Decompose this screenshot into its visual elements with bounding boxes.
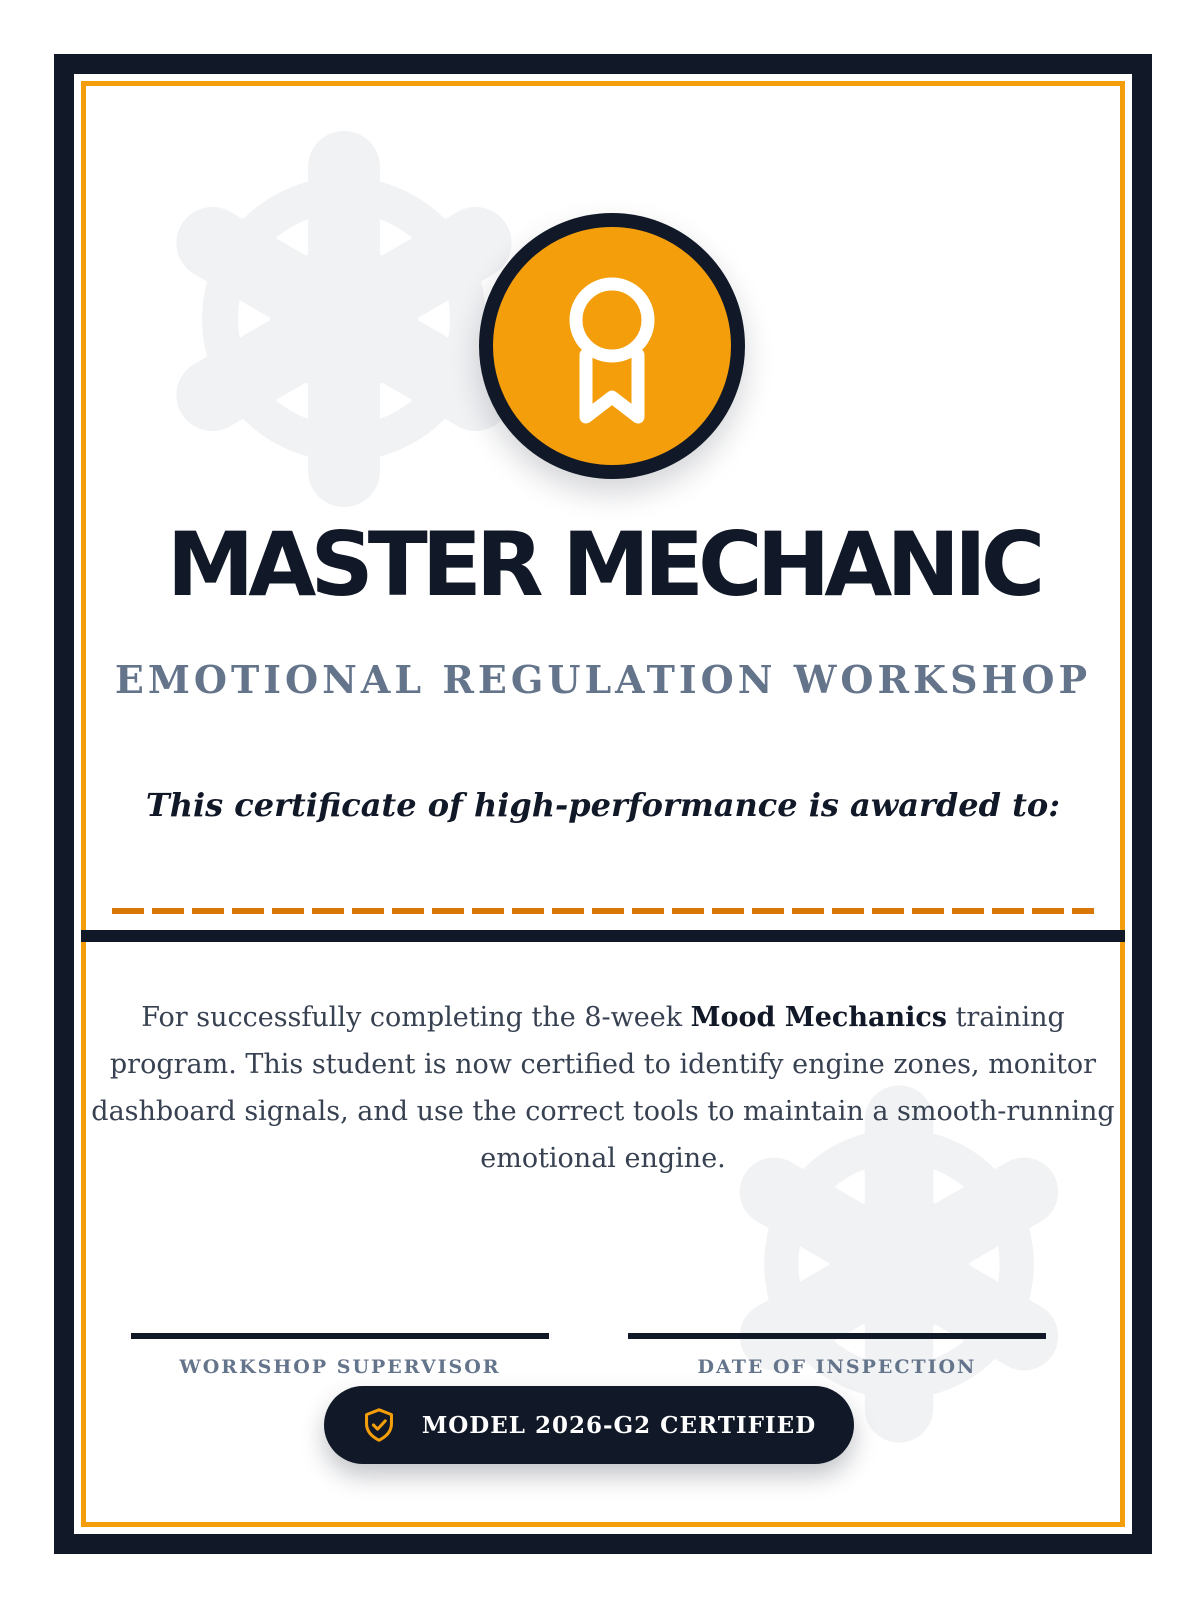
awarded-to-text: This certificate of high-performance is awarded to: xyxy=(145,786,1061,824)
certificate-description xyxy=(89,994,1117,1182)
supervisor-label: WORKSHOP SUPERVISOR xyxy=(179,1356,501,1378)
badge-text: MODEL 2026-G2 CERTIFIED xyxy=(421,1411,817,1439)
recipient-name-line xyxy=(112,908,1094,914)
description-text-after: training program. This student is now certified to identify engine zones, monitor dashboard signals, and use the correct tools to maintain a smooth-running emotional engine. xyxy=(91,1002,1115,1174)
certificate-frame xyxy=(54,54,1152,1554)
description-text-before: For successfully completing the 8-week xyxy=(141,1002,691,1033)
certificate-title: MASTER MECHANIC xyxy=(166,513,1040,616)
section-divider xyxy=(81,930,1125,942)
program-name: Mood Mechanics xyxy=(690,1002,947,1033)
date-label: DATE OF INSPECTION xyxy=(697,1356,977,1378)
award-medal xyxy=(479,213,745,479)
shield-check-icon xyxy=(362,1407,396,1443)
date-signature-line xyxy=(628,1333,1046,1339)
certificate-paper xyxy=(74,74,1132,1534)
award-ribbon-icon xyxy=(562,275,662,431)
certificate-subtitle: EMOTIONAL REGULATION WORKSHOP xyxy=(114,657,1092,702)
certified-badge xyxy=(324,1386,854,1464)
supervisor-signature-line xyxy=(131,1333,549,1339)
